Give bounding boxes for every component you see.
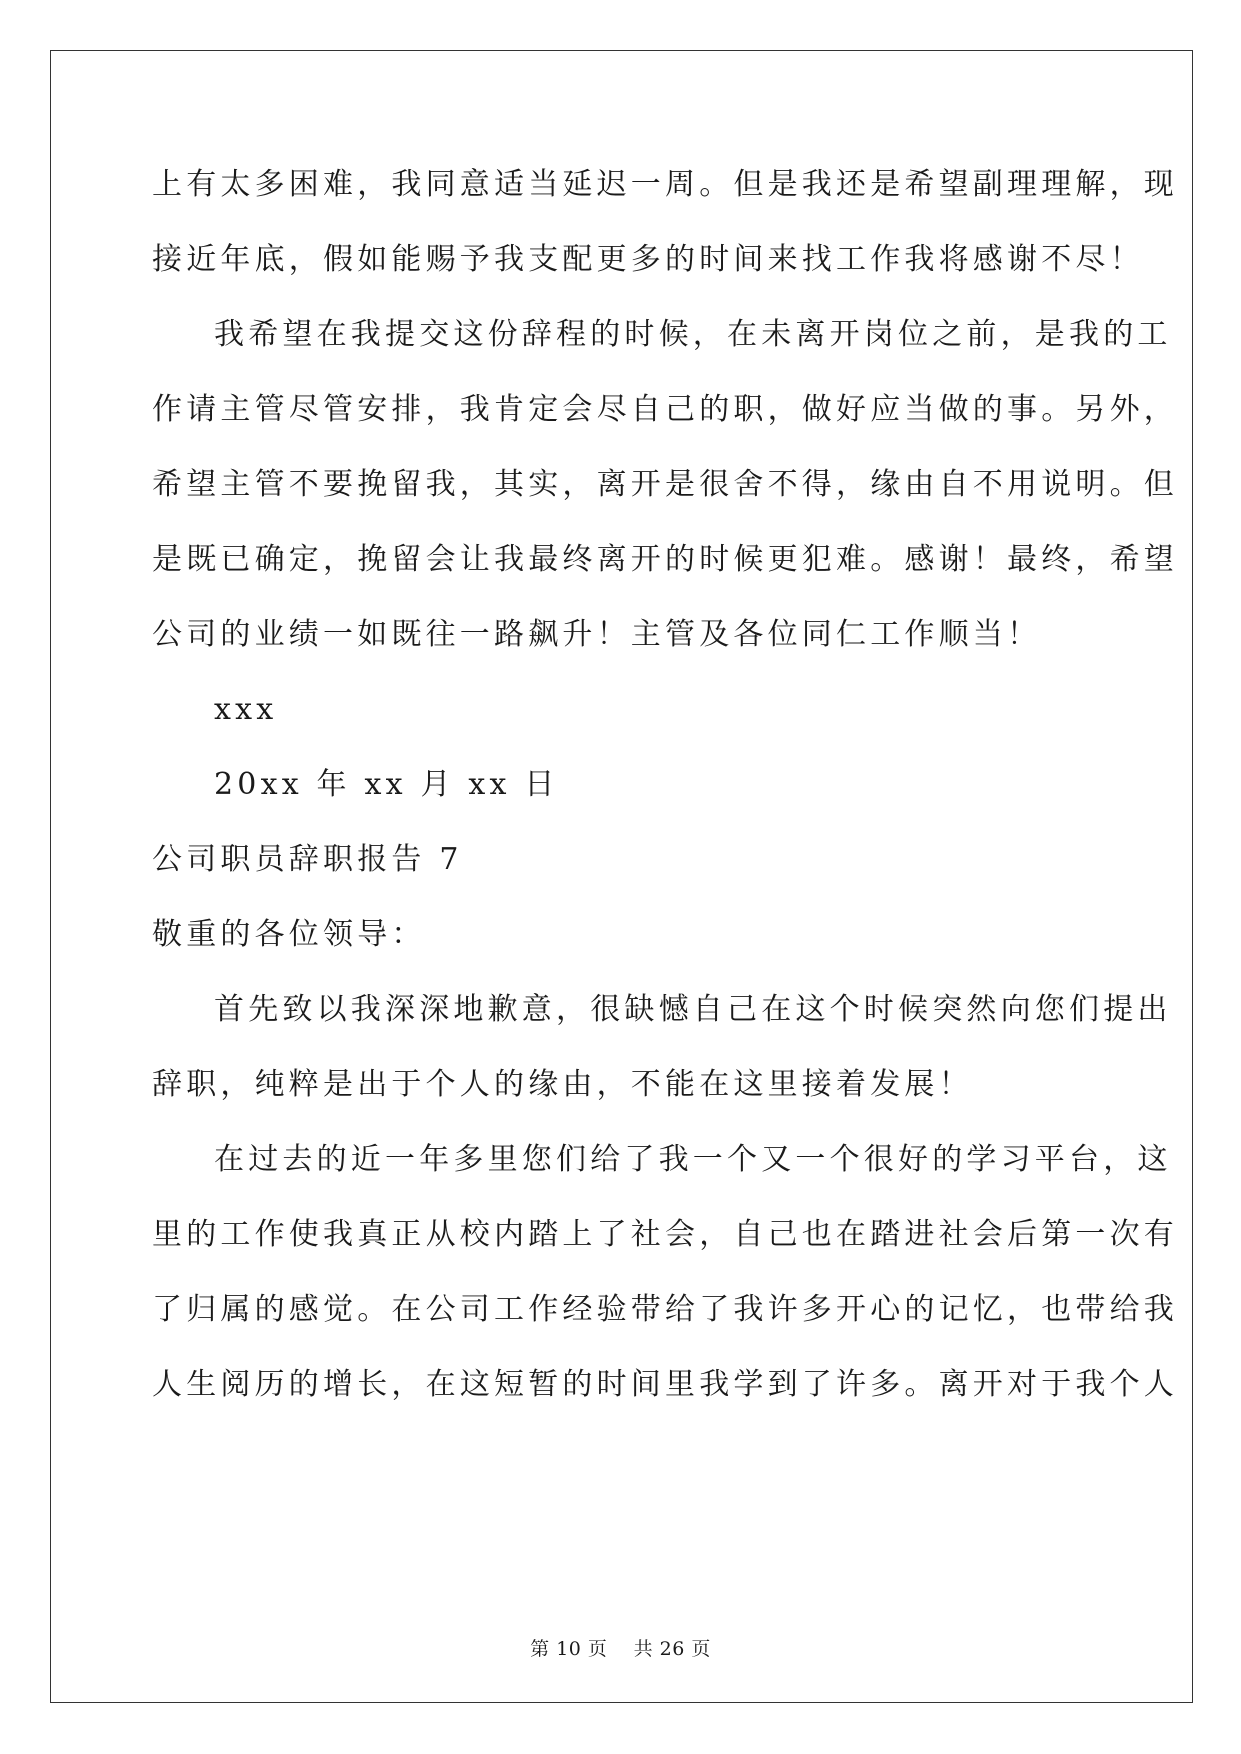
text-line: 上有太多困难，我同意适当延迟一周。但是我还是希望副理理解，现 bbox=[152, 167, 1178, 202]
text-line: 里的工作使我真正从校内踏上了社会，自己也在踏进社会后第一次有 bbox=[152, 1217, 1178, 1252]
salutation: 敬重的各位领导： bbox=[152, 917, 426, 952]
text-line: 公司的业绩一如既往一路飙升！主管及各位同仁工作顺当！ bbox=[152, 617, 1042, 652]
paragraph-first-line: 在过去的近一年多里您们给了我一个又一个很好的学习平台，这 bbox=[214, 1142, 1172, 1177]
signature-name: xxx bbox=[214, 692, 278, 727]
section-heading: 公司职员辞职报告 7 bbox=[152, 842, 463, 877]
paragraph-first-line: 首先致以我深深地歉意，很缺憾自己在这个时候突然向您们提出 bbox=[214, 992, 1172, 1027]
text-line: 希望主管不要挽留我，其实，离开是很舍不得，缘由自不用说明。但 bbox=[152, 467, 1178, 502]
text-line: 接近年底，假如能赐予我支配更多的时间来找工作我将感谢不尽！ bbox=[152, 242, 1144, 277]
text-line: 辞职，纯粹是出于个人的缘由，不能在这里接着发展！ bbox=[152, 1067, 973, 1102]
signature-date: 20xx 年 xx 月 xx 日 bbox=[214, 767, 559, 802]
text-line: 了归属的感觉。在公司工作经验带给了我许多开心的记忆，也带给我 bbox=[152, 1292, 1178, 1327]
text-line: 人生阅历的增长，在这短暂的时间里我学到了许多。离开对于我个人 bbox=[152, 1367, 1178, 1402]
page-number-footer: 第 10 页 共 26 页 bbox=[530, 1638, 711, 1660]
text-line: 是既已确定，挽留会让我最终离开的时候更犯难。感谢！最终，希望 bbox=[152, 542, 1178, 577]
paragraph-first-line: 我希望在我提交这份辞程的时候，在未离开岗位之前，是我的工 bbox=[214, 317, 1172, 352]
text-line: 作请主管尽管安排，我肯定会尽自己的职，做好应当做的事。另外， bbox=[152, 392, 1178, 427]
